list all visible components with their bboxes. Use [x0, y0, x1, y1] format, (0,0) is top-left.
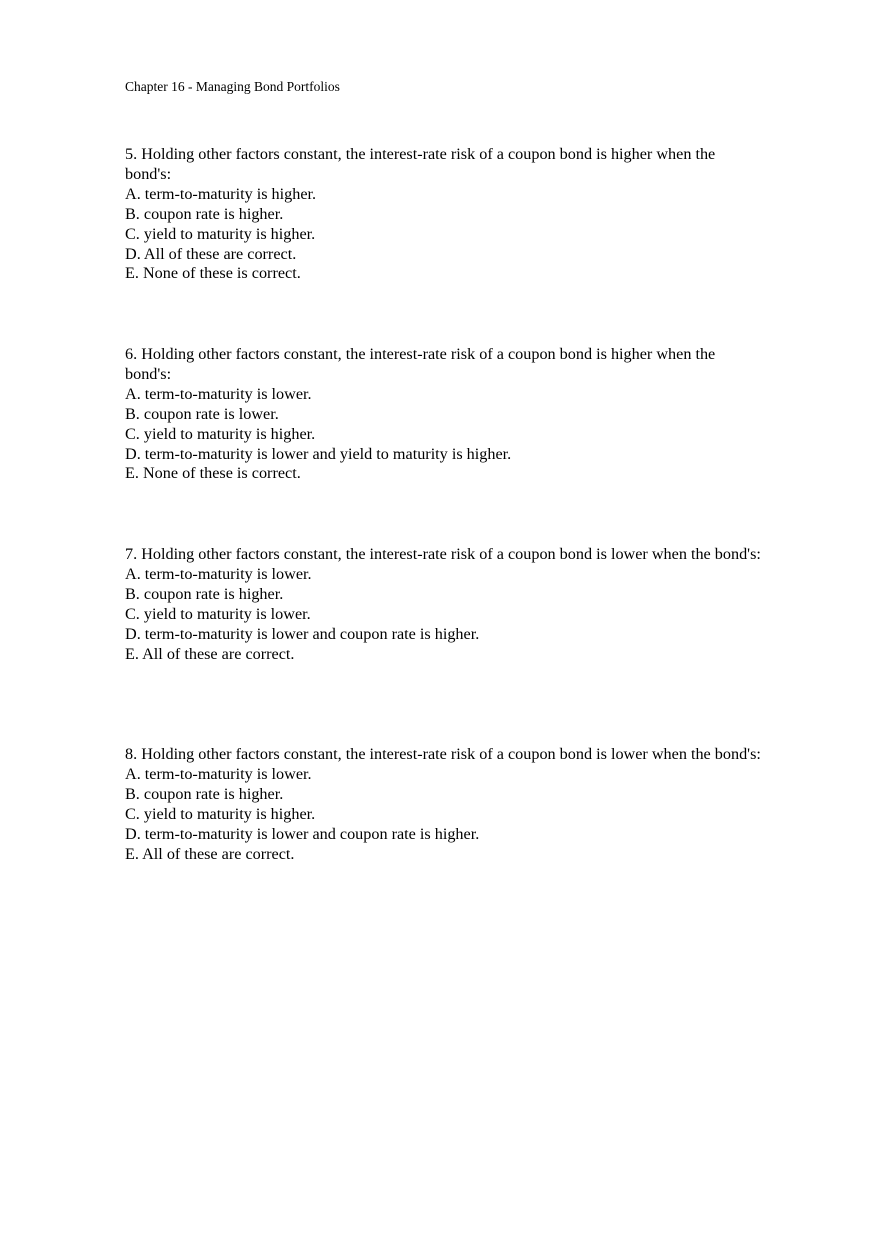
answer-option-c: C. yield to maturity is higher.: [125, 804, 316, 823]
answer-option-e: E. All of these are correct.: [125, 644, 295, 663]
answer-option-a: A. term-to-maturity is lower.: [125, 564, 312, 583]
answer-option-c: C. yield to maturity is higher.: [125, 424, 316, 443]
answer-option-b: B. coupon rate is higher.: [125, 584, 284, 603]
answer-option-a: A. term-to-maturity is lower.: [125, 764, 312, 783]
question-stem: 6. Holding other factors constant, the interest-rate risk of a coupon bond is higher when the bond's:: [125, 345, 716, 383]
answer-option-e: E. None of these is correct.: [125, 464, 301, 483]
answer-option-d: D. All of these are correct.: [125, 244, 297, 263]
answer-option-b: B. coupon rate is lower.: [125, 404, 279, 423]
answer-option-a: A. term-to-maturity is higher.: [125, 184, 317, 203]
answer-option-b: B. coupon rate is higher.: [125, 204, 284, 223]
answer-option-e: E. None of these is correct.: [125, 264, 301, 283]
answer-option-e: E. All of these are correct.: [125, 844, 295, 863]
answer-option-b: B. coupon rate is higher.: [125, 784, 284, 803]
question-stem: 7. Holding other factors constant, the interest-rate risk of a coupon bond is lower when the bond's:: [125, 545, 761, 563]
answer-option-c: C. yield to maturity is lower.: [125, 604, 311, 623]
answer-option-d: D. term-to-maturity is lower and coupon rate is higher.: [125, 624, 480, 643]
question-8: [125, 745, 765, 864]
question-stem: 8. Holding other factors constant, the interest-rate risk of a coupon bond is lower when the bond's:: [125, 745, 761, 763]
question-6: [125, 345, 765, 484]
question-5: [125, 145, 765, 284]
answer-option-d: D. term-to-maturity is lower and yield to maturity is higher.: [125, 444, 512, 463]
question-7: [125, 545, 765, 664]
answer-option-d: D. term-to-maturity is lower and coupon rate is higher.: [125, 824, 480, 843]
answer-option-a: A. term-to-maturity is lower.: [125, 384, 312, 403]
question-stem: 5. Holding other factors constant, the interest-rate risk of a coupon bond is higher when the bond's:: [125, 145, 716, 183]
chapter-header: Chapter 16 - Managing Bond Portfolios: [125, 79, 340, 94]
answer-option-c: C. yield to maturity is higher.: [125, 224, 316, 243]
